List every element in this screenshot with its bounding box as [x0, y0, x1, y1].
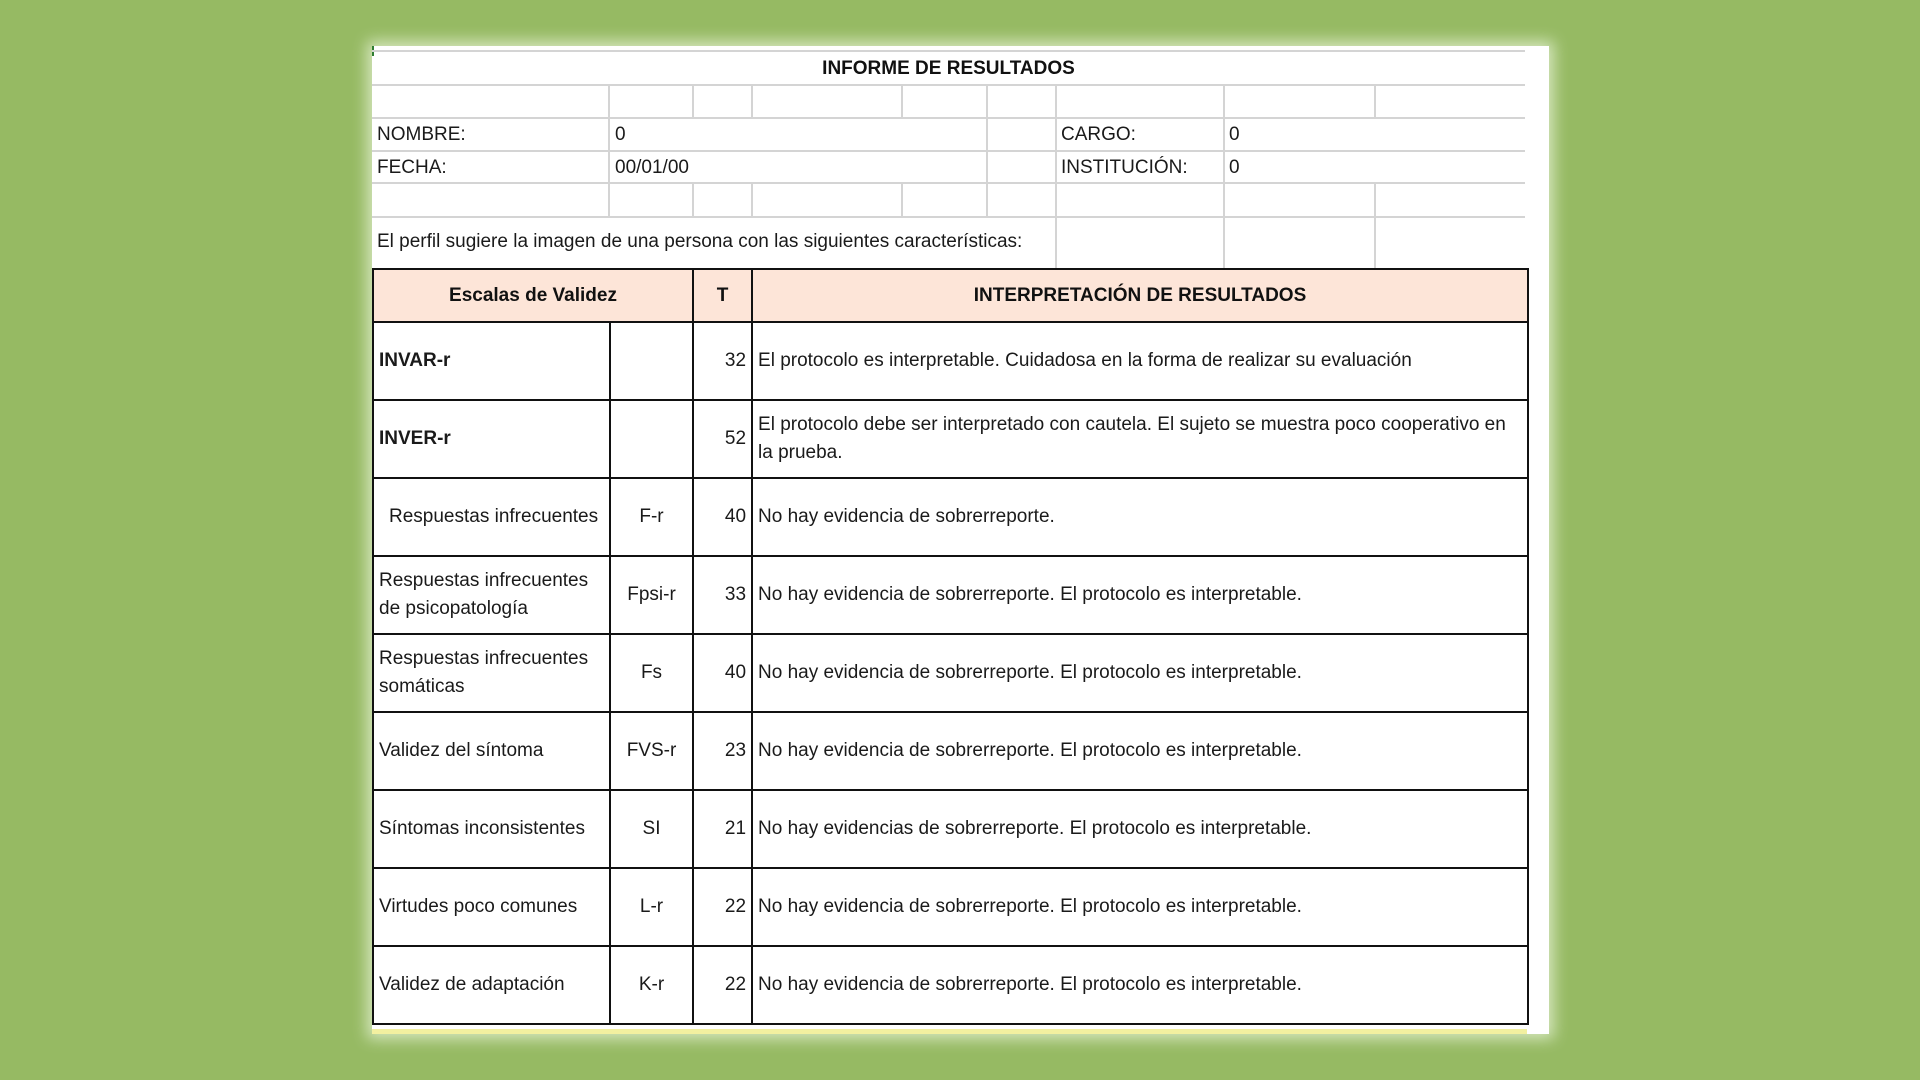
- scale-name[interactable]: Virtudes poco comunes: [373, 868, 610, 946]
- t-score[interactable]: 52: [693, 400, 752, 478]
- t-score[interactable]: 40: [693, 478, 752, 556]
- scale-name[interactable]: Respuestas infrecuentes somáticas: [373, 634, 610, 712]
- institucion-value[interactable]: 0: [1229, 157, 1240, 178]
- gridline: [1055, 118, 1057, 184]
- table-row: [373, 946, 1528, 1024]
- table-row: [373, 634, 1528, 712]
- fecha-value[interactable]: 00/01/00: [615, 157, 689, 178]
- scale-name[interactable]: INVAR-r: [373, 322, 610, 400]
- table-row: [373, 400, 1528, 478]
- scale-name[interactable]: INVER-r: [373, 400, 610, 478]
- scale-name[interactable]: Validez del síntoma: [373, 712, 610, 790]
- interpretation[interactable]: No hay evidencias de sobrerreporte. El protocolo es interpretable.: [752, 790, 1528, 868]
- table-row: [373, 712, 1528, 790]
- gridline: [901, 85, 903, 118]
- interpretation[interactable]: No hay evidencia de sobrerreporte. El protocolo es interpretable.: [752, 868, 1528, 946]
- scale-abbr[interactable]: F-r: [610, 478, 693, 556]
- t-score[interactable]: 22: [693, 868, 752, 946]
- scale-abbr[interactable]: Fpsi-r: [610, 556, 693, 634]
- scale-abbr[interactable]: Fs: [610, 634, 693, 712]
- gridline: [1223, 183, 1225, 217]
- gridline: [608, 85, 610, 118]
- scale-abbr[interactable]: [610, 400, 693, 478]
- table-row: [373, 868, 1528, 946]
- nombre-value[interactable]: 0: [615, 124, 626, 145]
- gridline: [372, 117, 1525, 119]
- header-scales: Escalas de Validez: [373, 269, 693, 322]
- t-score[interactable]: 21: [693, 790, 752, 868]
- scale-name[interactable]: Respuestas infrecuentes de psicopatología: [373, 556, 610, 634]
- gridline: [1374, 217, 1376, 269]
- table-row: [373, 478, 1528, 556]
- scale-name[interactable]: Respuestas infrecuentes: [373, 478, 610, 556]
- gridline: [372, 84, 1525, 86]
- header-interpretation: INTERPRETACIÓN DE RESULTADOS: [752, 269, 1528, 322]
- scale-name[interactable]: Validez de adaptación: [373, 946, 610, 1024]
- t-score[interactable]: 40: [693, 634, 752, 712]
- scale-abbr[interactable]: FVS-r: [610, 712, 693, 790]
- interpretation[interactable]: No hay evidencia de sobrerreporte. El protocolo es interpretable.: [752, 556, 1528, 634]
- table-row: [373, 322, 1528, 400]
- sheet-bottom-strip: [372, 1029, 1527, 1034]
- interpretation[interactable]: El protocolo debe ser interpretado con cautela. El sujeto se muestra poco cooperativo en la prueba.: [752, 400, 1528, 478]
- gridline: [751, 183, 753, 217]
- scale-abbr[interactable]: [610, 322, 693, 400]
- institucion-label: INSTITUCIÓN:: [1061, 157, 1188, 178]
- interpretation[interactable]: El protocolo es interpretable. Cuidadosa en la forma de realizar su evaluación: [752, 322, 1528, 400]
- gridline: [608, 118, 610, 184]
- t-score[interactable]: 32: [693, 322, 752, 400]
- fecha-label: FECHA:: [377, 157, 447, 178]
- t-score[interactable]: 23: [693, 712, 752, 790]
- gridline: [901, 183, 903, 217]
- gridline: [372, 150, 1525, 152]
- cargo-label: CARGO:: [1061, 124, 1136, 145]
- profile-description: El perfil sugiere la imagen de una persona con las siguientes características:: [377, 231, 1023, 252]
- scale-abbr[interactable]: SI: [610, 790, 693, 868]
- scale-abbr[interactable]: K-r: [610, 946, 693, 1024]
- gridline: [1055, 85, 1057, 118]
- gridline: [692, 183, 694, 217]
- gridline: [751, 85, 753, 118]
- t-score[interactable]: 22: [693, 946, 752, 1024]
- report-title: INFORME DE RESULTADOS: [822, 58, 1075, 79]
- scale-name[interactable]: Síntomas inconsistentes: [373, 790, 610, 868]
- cargo-value[interactable]: 0: [1229, 124, 1240, 145]
- gridline: [372, 182, 1525, 184]
- gridline: [608, 183, 610, 217]
- spreadsheet-sheet: [372, 46, 1549, 1034]
- gridline: [372, 216, 1525, 218]
- gridline: [1055, 217, 1057, 269]
- header-t: T: [693, 269, 752, 322]
- table-row: [373, 556, 1528, 634]
- validity-scales-table: [372, 268, 1529, 1025]
- interpretation[interactable]: No hay evidencia de sobrerreporte.: [752, 478, 1528, 556]
- nombre-label: NOMBRE:: [377, 124, 466, 145]
- gridline: [1223, 217, 1225, 269]
- t-score[interactable]: 33: [693, 556, 752, 634]
- gridline: [986, 118, 988, 184]
- table-header-row: [373, 269, 1528, 322]
- scale-abbr[interactable]: L-r: [610, 868, 693, 946]
- table-row: [373, 790, 1528, 868]
- gridline: [986, 183, 988, 217]
- gridline: [1374, 85, 1376, 118]
- interpretation[interactable]: No hay evidencia de sobrerreporte. El protocolo es interpretable.: [752, 634, 1528, 712]
- interpretation[interactable]: No hay evidencia de sobrerreporte. El protocolo es interpretable.: [752, 946, 1528, 1024]
- interpretation[interactable]: No hay evidencia de sobrerreporte. El protocolo es interpretable.: [752, 712, 1528, 790]
- gridline: [1055, 183, 1057, 217]
- gridline: [372, 50, 1525, 52]
- gridline: [986, 85, 988, 118]
- gridline: [1223, 85, 1225, 118]
- gridline: [1223, 118, 1225, 184]
- gridline: [1374, 183, 1376, 217]
- gridline: [692, 85, 694, 118]
